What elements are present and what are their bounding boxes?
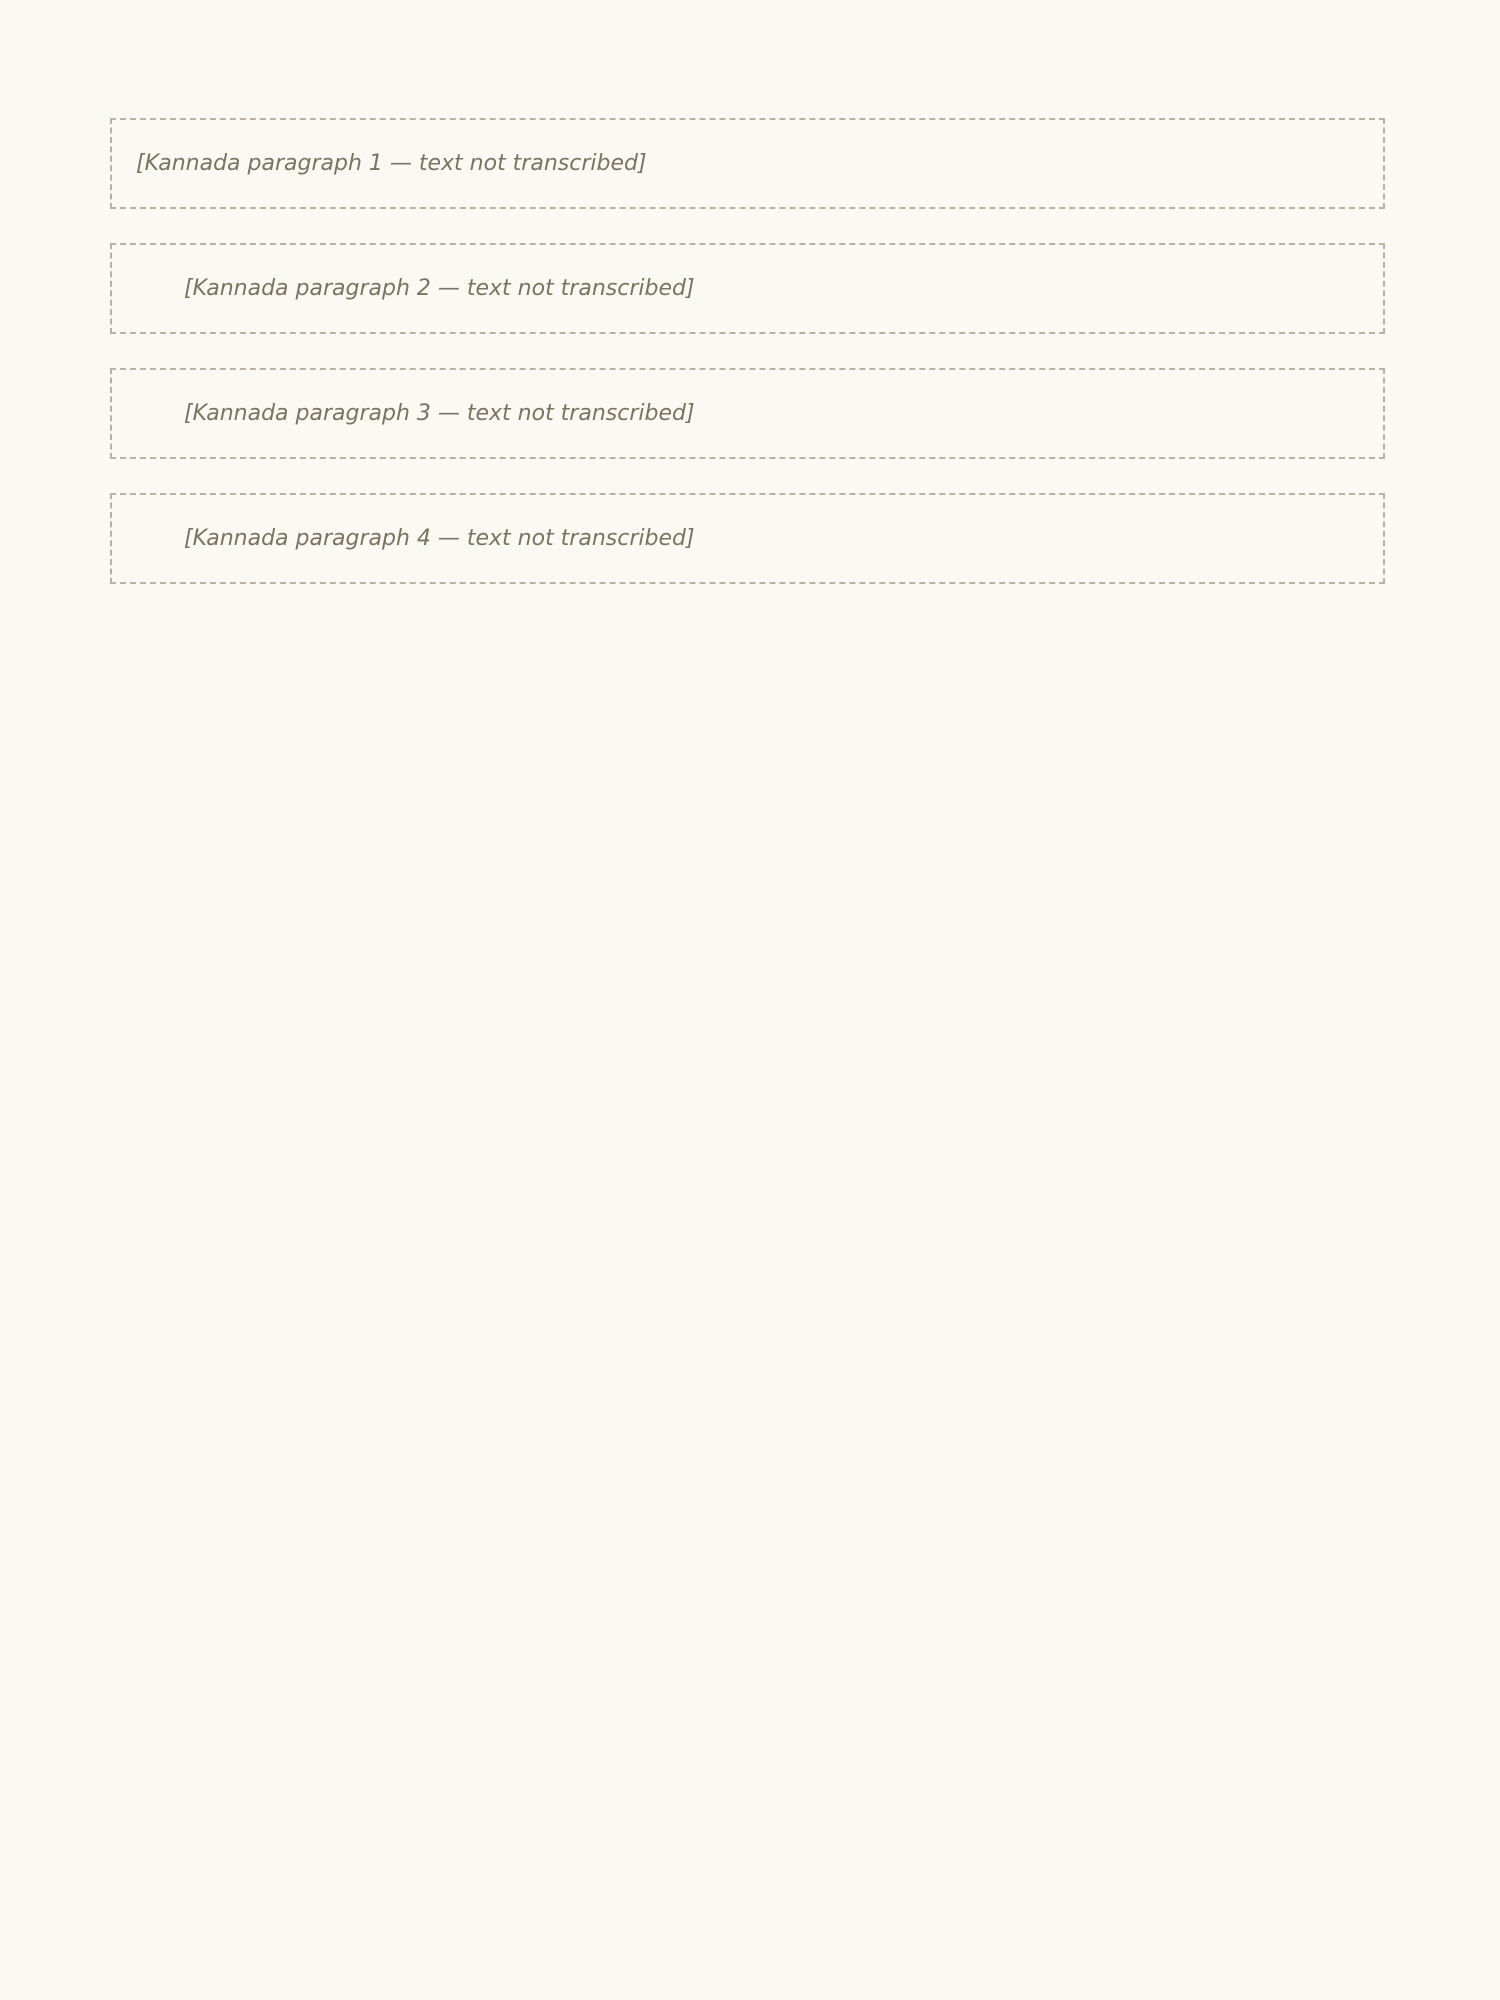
paragraph-1: [Kannada paragraph 1 — text not transcribed] <box>110 118 1385 209</box>
paragraph-3: [Kannada paragraph 3 — text not transcribed] <box>110 368 1385 459</box>
paragraph-4: [Kannada paragraph 4 — text not transcribed] <box>110 493 1385 584</box>
paragraph-2: [Kannada paragraph 2 — text not transcribed] <box>110 243 1385 334</box>
